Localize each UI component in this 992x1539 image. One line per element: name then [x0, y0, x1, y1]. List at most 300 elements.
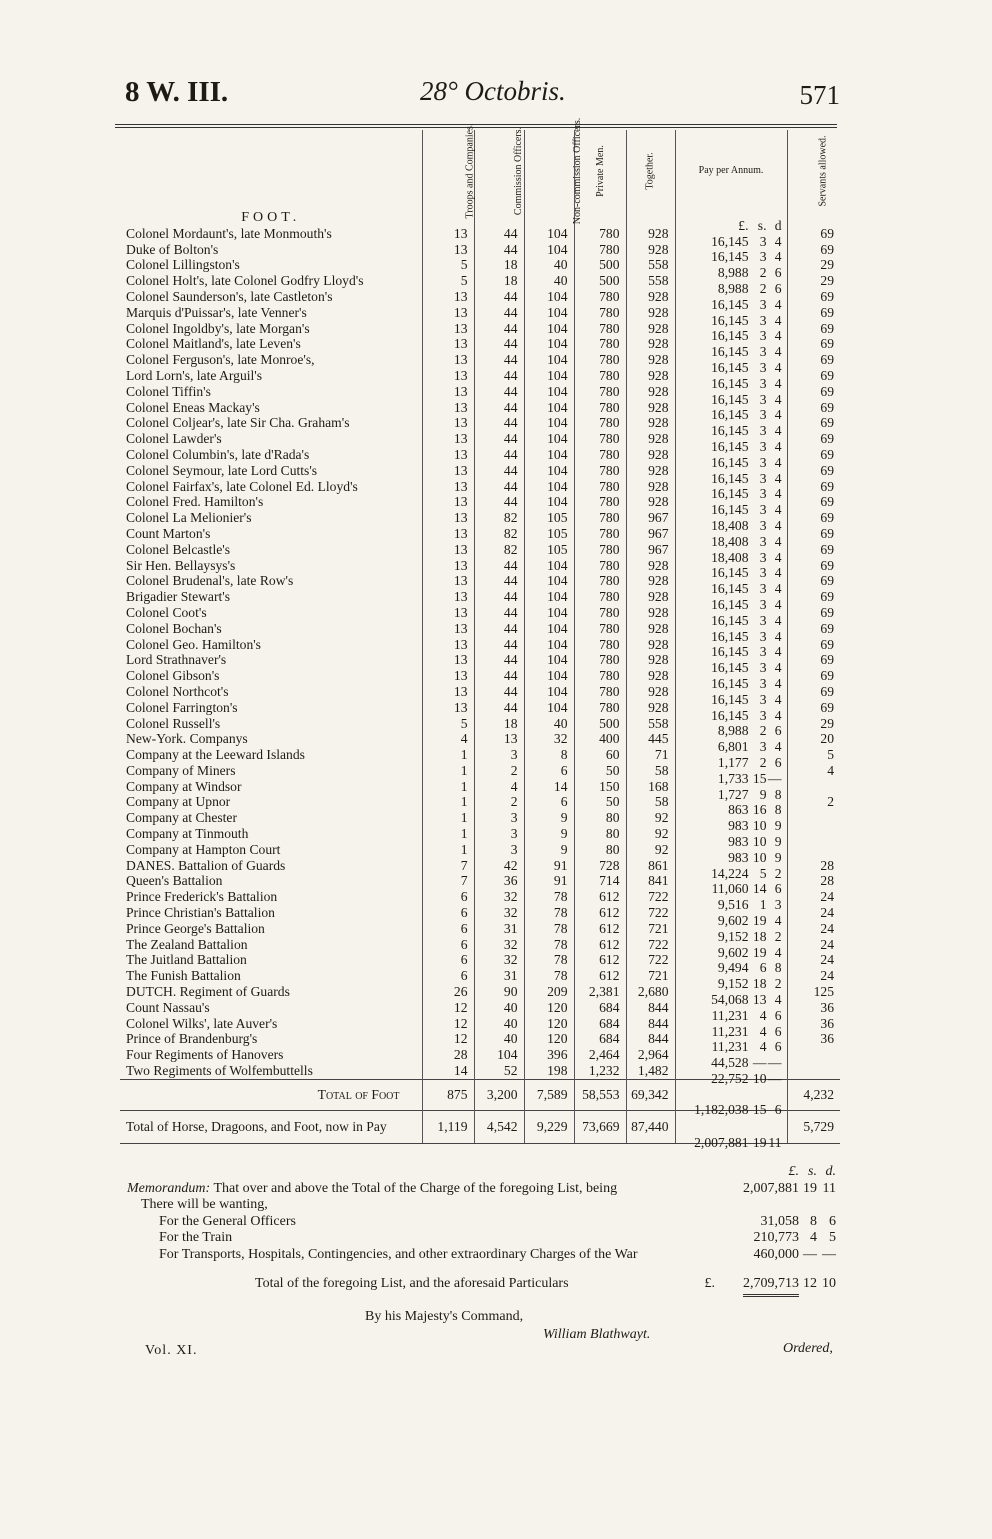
regiment-name: The Zealand Battalion: [126, 936, 248, 952]
header-troops: Troops and Companies.: [422, 130, 474, 210]
cell-pay: [675, 937, 787, 960]
cell-together: 928: [626, 668, 675, 684]
memo-item-l: 210,773: [753, 1230, 799, 1245]
cell-pay: [675, 747, 787, 770]
cell-together: 722: [626, 952, 675, 968]
row-name: [120, 510, 422, 526]
table-row: [120, 637, 840, 653]
memo-total-d: 10: [822, 1276, 836, 1291]
pay-pounds: 11,231: [711, 1007, 749, 1023]
currency-header: £. s. d: [675, 210, 787, 226]
pay-shillings: 3: [759, 249, 767, 265]
row-name: [120, 1063, 422, 1079]
cell-pay: [675, 542, 787, 565]
table-row: [120, 1031, 840, 1047]
cell-servants: 2: [787, 794, 840, 810]
pay-pounds: 9,152: [717, 976, 749, 992]
memo-item-d: 6: [829, 1213, 836, 1229]
cell-servants: 69: [787, 558, 840, 574]
cell-pay: [675, 573, 787, 597]
pay-pence: 4: [774, 644, 782, 660]
cell-troops: 1: [422, 779, 474, 795]
cell-private: 1,232: [574, 1063, 626, 1079]
pay-pounds: 16,145: [711, 454, 749, 470]
cell-private: 780: [574, 463, 626, 479]
cell-officers: 40: [474, 1000, 524, 1016]
pay-pence: 4: [774, 581, 782, 597]
pay-pounds: 14,224: [711, 865, 749, 881]
pay-pounds: 16,145: [711, 375, 749, 391]
cell-private: 780: [574, 558, 626, 574]
pay-shillings: 3: [759, 612, 767, 628]
row-name: [120, 526, 422, 542]
cell-private: 780: [574, 242, 626, 258]
pay-pounds: 16,145: [711, 296, 749, 312]
pay-pence: 6: [774, 281, 782, 297]
row-name: [120, 621, 422, 637]
regiment-name: Colonel Belcastle's: [126, 541, 231, 557]
cell-noncom: 40: [524, 257, 574, 273]
cell-servants: 69: [787, 684, 840, 700]
cell-together: 87,440: [626, 1110, 675, 1143]
pay-pounds: 22,752: [711, 1070, 749, 1086]
cell-together: 928: [626, 321, 675, 337]
regiment-name: Colonel Holt's, late Colonel Godfry Lloyd's: [126, 273, 364, 289]
cell-noncom: 9: [524, 810, 574, 826]
cell-servants: 24: [787, 937, 840, 953]
memo-total-label: Total of the foregoing List, and the aforesaid Particulars: [255, 1276, 569, 1291]
pay-shillings: 10: [752, 833, 767, 849]
cell-servants: 28: [787, 858, 840, 874]
pay-pence: —: [767, 1055, 782, 1071]
table-row: [120, 684, 840, 700]
cell-pay: [675, 1031, 787, 1055]
cell-troops: 6: [422, 889, 474, 905]
cell-pay: [675, 905, 787, 928]
cell-pay: [675, 952, 787, 976]
row-name: [120, 637, 422, 653]
cell-troops: 13: [422, 510, 474, 526]
cell-private: 684: [574, 1031, 626, 1047]
pay-pence: 4: [774, 249, 782, 265]
cell-officers: 44: [474, 226, 524, 242]
pay-shillings: 3: [759, 691, 767, 707]
pay-pence: 4: [774, 360, 782, 376]
cell-servants: 29: [787, 716, 840, 732]
cell-private: 50: [574, 794, 626, 810]
cell-private: 80: [574, 810, 626, 826]
cell-together: 928: [626, 573, 675, 589]
pay-pence: 4: [774, 612, 782, 628]
cell-officers: 32: [474, 937, 524, 953]
row-name: [120, 1031, 422, 1047]
cell-private: 780: [574, 589, 626, 605]
pay-pounds: 16,145: [711, 249, 749, 265]
cell-troops: 13: [422, 447, 474, 463]
pay-pounds: 16,145: [711, 644, 749, 660]
pay-pence: 4: [774, 470, 782, 486]
pay-pounds: 983: [728, 833, 749, 849]
pay-pence: 8: [774, 960, 782, 976]
cell-pay: [675, 652, 787, 676]
cell-pay: [675, 810, 787, 834]
cell-private: 780: [574, 700, 626, 716]
table-row: [120, 937, 840, 953]
cell-pay: [675, 731, 787, 755]
cell-pay: [675, 873, 787, 897]
pay-shillings: 3: [759, 676, 767, 691]
cell-officers: 18: [474, 273, 524, 289]
cell-troops: 13: [422, 352, 474, 368]
row-name: [120, 684, 422, 700]
cell-servants: 24: [787, 952, 840, 968]
row-name: [120, 352, 422, 368]
pay-shillings: 15: [752, 1101, 767, 1117]
cell-officers: 31: [474, 968, 524, 984]
table-row: [120, 384, 840, 400]
pay-shillings: 10: [752, 1070, 767, 1086]
regiment-name: Company at Upnor: [126, 794, 231, 810]
table-row: [120, 542, 840, 558]
cell-servants: 69: [787, 368, 840, 384]
regiment-name: Colonel Farrington's: [126, 699, 238, 715]
row-name: [120, 1047, 422, 1063]
cell-private: 612: [574, 968, 626, 984]
pay-shillings: 3: [759, 423, 767, 439]
cell-troops: 1,119: [422, 1110, 474, 1143]
table-row: [120, 921, 840, 937]
pay-shillings: 3: [759, 407, 767, 423]
cell-troops: 1: [422, 826, 474, 842]
cell-together: 92: [626, 842, 675, 858]
table-row: [120, 415, 840, 431]
cell-together: 928: [626, 384, 675, 400]
cell-together: 445: [626, 731, 675, 747]
cell-pay: [675, 510, 787, 534]
pay-pounds: 16,145: [711, 691, 749, 707]
pay-pence: 9: [774, 818, 782, 834]
cell-officers: 40: [474, 1016, 524, 1032]
pay-pounds: 11,060: [711, 881, 749, 897]
cell-servants: 69: [787, 336, 840, 352]
cell-private: 780: [574, 621, 626, 637]
cell-officers: 3: [474, 842, 524, 858]
cell-private: 612: [574, 889, 626, 905]
cell-noncom: 104: [524, 305, 574, 321]
cell-private: 780: [574, 305, 626, 321]
header-servants: Servants allowed.: [787, 130, 840, 210]
cell-servants: [787, 1047, 840, 1063]
pay-pence: 8: [774, 786, 782, 802]
pay-pounds: 16,145: [711, 612, 749, 628]
cell-troops: 13: [422, 558, 474, 574]
cell-private: 780: [574, 384, 626, 400]
cell-pay: [675, 1110, 787, 1150]
cell-pay: [675, 463, 787, 486]
regiment-name: Colonel Mordaunt's, late Monmouth's: [126, 225, 332, 241]
cell-together: 928: [626, 479, 675, 495]
regiment-name: Colonel Saunderson's, late Castleton's: [126, 288, 333, 304]
cell-servants: 20: [787, 731, 840, 747]
cell-private: 80: [574, 826, 626, 842]
cell-noncom: 104: [524, 431, 574, 447]
cell-troops: 13: [422, 684, 474, 700]
cell-officers: 44: [474, 652, 524, 668]
cell-servants: 69: [787, 242, 840, 258]
row-name: [120, 368, 422, 384]
cell-together: 841: [626, 873, 675, 889]
row-name: [120, 573, 422, 589]
cell-together: 928: [626, 652, 675, 668]
cell-together: 58: [626, 794, 675, 810]
cell-private: 612: [574, 937, 626, 953]
cell-troops: 6: [422, 937, 474, 953]
pay-shillings: 2: [759, 723, 767, 739]
pay-shillings: 2: [759, 754, 767, 770]
cell-troops: 13: [422, 637, 474, 653]
cell-troops: 26: [422, 984, 474, 1000]
pay-shillings: 3: [759, 439, 767, 455]
pay-pounds: 16,145: [711, 597, 749, 613]
cell-noncom: 104: [524, 494, 574, 510]
pay-shillings: 19: [752, 944, 767, 960]
cell-private: 500: [574, 716, 626, 732]
cell-together: 928: [626, 558, 675, 574]
cell-private: 400: [574, 731, 626, 747]
pay-pounds: 16,145: [711, 312, 749, 328]
cell-officers: 4: [474, 779, 524, 795]
table-row: [120, 716, 840, 732]
cell-servants: 69: [787, 321, 840, 337]
cell-together: 928: [626, 463, 675, 479]
cell-noncom: 6: [524, 794, 574, 810]
pay-shillings: —: [752, 1055, 767, 1071]
pay-shillings: 3: [759, 597, 767, 613]
pay-pounds: 983: [728, 818, 749, 834]
cell-servants: 69: [787, 573, 840, 589]
pay-shillings: 1: [759, 897, 767, 913]
cell-together: 928: [626, 368, 675, 384]
cell-noncom: 105: [524, 526, 574, 542]
cell-together: 928: [626, 637, 675, 653]
page-header: [125, 72, 840, 118]
pay-pounds: 11,231: [711, 1039, 749, 1055]
cell-officers: 31: [474, 921, 524, 937]
cell-private: 612: [574, 921, 626, 937]
date-heading: 28° Octobris.: [420, 76, 566, 106]
cell-pay: [675, 779, 787, 802]
total-label: Total of Foot: [317, 1086, 400, 1102]
cell-pay: [675, 321, 787, 344]
cell-troops: 6: [422, 921, 474, 937]
cell-noncom: 104: [524, 684, 574, 700]
cell-private: 500: [574, 273, 626, 289]
cell-troops: 28: [422, 1047, 474, 1063]
pay-pence: —: [767, 1070, 782, 1086]
cell-private: 50: [574, 763, 626, 779]
pay-pounds: 16,145: [711, 470, 749, 486]
row-name: [120, 858, 422, 874]
cell-officers: 2: [474, 763, 524, 779]
row-name: [120, 1000, 422, 1016]
row-name: [120, 494, 422, 510]
regiment-name: Prince of Brandenburg's: [126, 1031, 258, 1047]
cell-officers: 90: [474, 984, 524, 1000]
regiment-name: Sir Hen. Bellaysys's: [126, 557, 236, 573]
pay-shillings: 3: [759, 344, 767, 360]
cell-officers: 44: [474, 479, 524, 495]
cell-troops: 13: [422, 479, 474, 495]
cell-officers: 44: [474, 447, 524, 463]
cell-officers: 3: [474, 810, 524, 826]
cell-troops: 13: [422, 305, 474, 321]
cell-servants: 69: [787, 415, 840, 431]
cell-servants: 29: [787, 257, 840, 273]
table-row: [120, 573, 840, 589]
pay-pounds: 9,516: [717, 897, 749, 913]
memo-total: [127, 1274, 839, 1294]
cell-pay: [675, 984, 787, 1007]
cell-pay: [675, 289, 787, 312]
cell-noncom: 104: [524, 226, 574, 242]
cell-private: 780: [574, 637, 626, 653]
cell-troops: 13: [422, 573, 474, 589]
table-row: [120, 984, 840, 1000]
cell-pay: [675, 336, 787, 360]
regiment-name: Colonel Columbin's, late d'Rada's: [126, 446, 310, 462]
pay-pence: 9: [774, 849, 782, 865]
cell-together: 844: [626, 1031, 675, 1047]
cell-troops: 7: [422, 858, 474, 874]
cell-pay: [675, 1063, 787, 1086]
cell-troops: 13: [422, 384, 474, 400]
cell-troops: 6: [422, 905, 474, 921]
grand-total-row: [120, 1110, 840, 1143]
memo-text: That over and above the Total of the Charge of the foregoing List, being: [213, 1180, 618, 1196]
row-name: [120, 668, 422, 684]
cell-troops: 13: [422, 226, 474, 242]
pay-pounds: 9,494: [717, 960, 749, 976]
memo-total-l: 2,709,713: [743, 1274, 799, 1297]
table-row: [120, 810, 840, 826]
cell-pay: [675, 242, 787, 265]
memo-item-label: For Transports, Hospitals, Contingencies, and other extraordinary Charges of the War: [159, 1246, 638, 1262]
regiment-name: Colonel Brudenal's, late Row's: [126, 573, 294, 589]
memo-total-s: 12: [803, 1276, 817, 1291]
table-row: [120, 968, 840, 984]
cell-servants: 69: [787, 384, 840, 400]
table-row: [120, 873, 840, 889]
pay-pence: 4: [774, 296, 782, 312]
row-name: [120, 447, 422, 463]
memo-item-s: 8: [810, 1213, 817, 1229]
cell-troops: 4: [422, 731, 474, 747]
cell-together: 967: [626, 526, 675, 542]
cell-together: 928: [626, 684, 675, 700]
cell-noncom: 78: [524, 968, 574, 984]
cell-servants: 69: [787, 621, 840, 637]
pay-shillings: 3: [759, 454, 767, 470]
cell-noncom: 104: [524, 668, 574, 684]
cell-together: 722: [626, 889, 675, 905]
cell-together: 722: [626, 937, 675, 953]
header-officers: Commission Officers.: [474, 130, 524, 210]
cell-servants: 69: [787, 637, 840, 653]
cell-servants: 69: [787, 400, 840, 416]
regiment-name: Count Nassau's: [126, 999, 210, 1015]
cell-officers: 44: [474, 668, 524, 684]
cell-pay: [675, 558, 787, 581]
cell-servants: 24: [787, 921, 840, 937]
pay-shillings: 3: [759, 581, 767, 597]
cell-servants: 69: [787, 289, 840, 305]
table-row: [120, 605, 840, 621]
cell-noncom: 104: [524, 447, 574, 463]
cell-private: 780: [574, 226, 626, 242]
pay-pounds: 1,182,038: [694, 1101, 749, 1117]
pay-pounds: 44,528: [711, 1055, 749, 1071]
cell-servants: 5: [787, 747, 840, 763]
table-row: [120, 589, 840, 605]
row-name: [120, 257, 422, 273]
cell-servants: 69: [787, 447, 840, 463]
row-name: [120, 479, 422, 495]
pay-shillings: 3: [759, 486, 767, 502]
cell-noncom: 32: [524, 731, 574, 747]
cell-troops: 12: [422, 1031, 474, 1047]
regiment-name: Brigadier Stewart's: [126, 589, 230, 605]
header-blank: [120, 130, 422, 210]
pay-pence: 4: [774, 549, 782, 565]
cell-servants: 69: [787, 589, 840, 605]
pay-pence: 4: [774, 628, 782, 644]
cell-pay: [675, 621, 787, 644]
cell-pay: [675, 226, 787, 249]
cell-noncom: 9: [524, 842, 574, 858]
cell-noncom: 104: [524, 573, 574, 589]
cell-private: 780: [574, 447, 626, 463]
cell-troops: 14: [422, 1063, 474, 1079]
cell-servants: 36: [787, 1000, 840, 1016]
cell-servants: 69: [787, 463, 840, 479]
row-name: [120, 747, 422, 763]
pay-pounds: 1,177: [717, 754, 749, 770]
memorandum: [127, 1164, 839, 1294]
cell-together: 928: [626, 700, 675, 716]
cell-officers: 44: [474, 431, 524, 447]
cell-officers: 82: [474, 526, 524, 542]
cell-pay: [675, 257, 787, 281]
cell-troops: 1: [422, 763, 474, 779]
table-row: [120, 526, 840, 542]
cell-together: 928: [626, 605, 675, 621]
row-name: [120, 873, 422, 889]
cell-officers: 44: [474, 700, 524, 716]
table-row: [120, 431, 840, 447]
header-private: Private Men.: [574, 130, 626, 210]
pay-shillings: 3: [759, 628, 767, 644]
cell-pay: [675, 716, 787, 739]
row-name: [120, 321, 422, 337]
row-name: [120, 589, 422, 605]
cell-troops: 13: [422, 542, 474, 558]
cell-officers: 44: [474, 415, 524, 431]
table-row: [120, 257, 840, 273]
regiment-name: Four Regiments of Hanovers: [126, 1047, 284, 1063]
cell-noncom: 104: [524, 589, 574, 605]
row-name: [120, 921, 422, 937]
cell-servants: 24: [787, 889, 840, 905]
